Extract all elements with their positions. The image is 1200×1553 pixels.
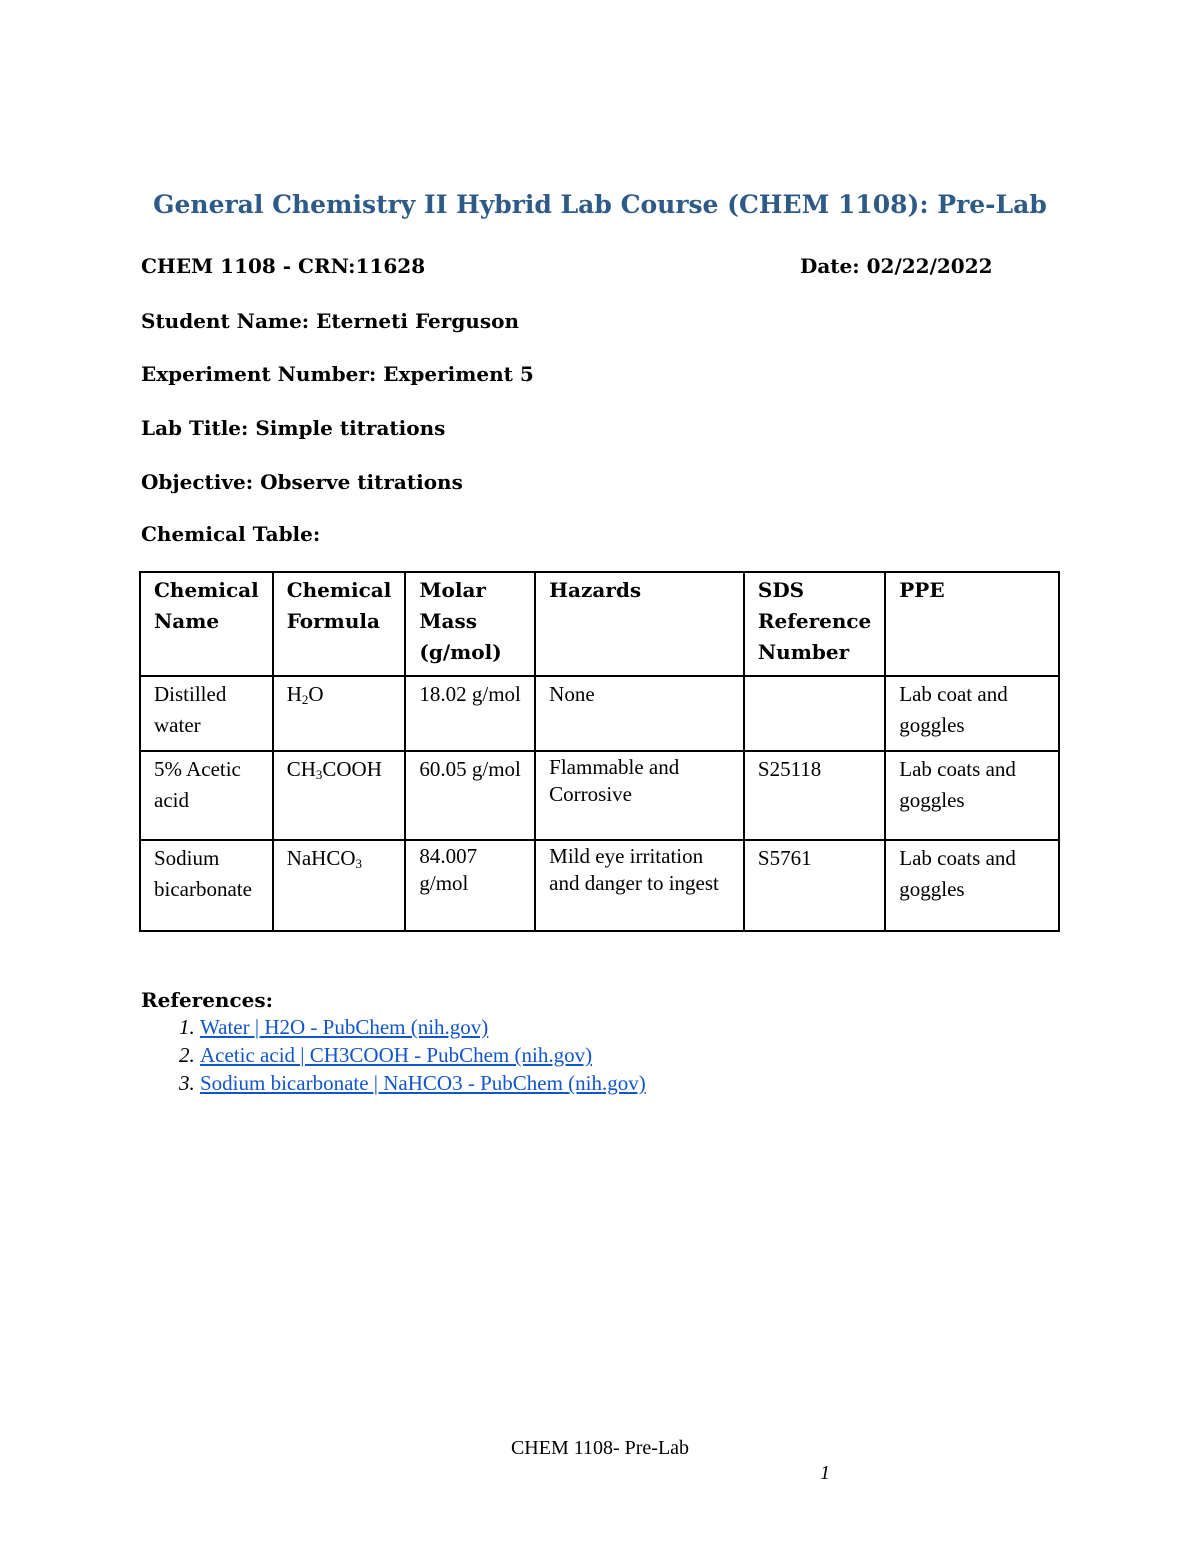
- course-line: CHEM 1108 - CRN:11628: [141, 254, 426, 278]
- cell-molar-mass: 60.05 g/mol: [405, 751, 535, 840]
- objective: Objective: Observe titrations: [141, 470, 463, 494]
- cell-formula: NaHCO$_3$: [273, 840, 406, 931]
- table-row: [140, 840, 1059, 931]
- cell-sds: S5761: [744, 840, 885, 931]
- cell-name: Sodium bicarbonate: [140, 840, 273, 931]
- chemical-table: [139, 571, 1060, 932]
- student-name: Student Name: Eterneti Ferguson: [141, 309, 519, 333]
- cell-ppe: Lab coats and goggles: [885, 840, 1059, 931]
- table-row: [140, 676, 1059, 751]
- reference-link-water[interactable]: Water | H2O - PubChem (nih.gov): [200, 1015, 489, 1039]
- header-sds-reference: SDS Reference Number: [744, 572, 885, 676]
- cell-molar-mass: 84.007 g/mol: [405, 840, 535, 931]
- cell-name: 5% Acetic acid: [140, 751, 273, 840]
- references-list: [160, 1013, 646, 1097]
- reference-link-sodium-bicarbonate[interactable]: Sodium bicarbonate | NaHCO3 - PubChem (nih.gov): [200, 1071, 646, 1095]
- table-header-row: [140, 572, 1059, 676]
- chemical-table-label: Chemical Table:: [141, 522, 321, 546]
- page-number: 1: [820, 1462, 830, 1484]
- experiment-number: Experiment Number: Experiment 5: [141, 362, 534, 386]
- list-item: [200, 1069, 646, 1097]
- lab-title: Lab Title: Simple titrations: [141, 416, 446, 440]
- page-title: General Chemistry II Hybrid Lab Course (CHEM 1108): Pre-Lab: [153, 190, 1047, 219]
- cell-ppe: Lab coat and goggles: [885, 676, 1059, 751]
- cell-ppe: Lab coats and goggles: [885, 751, 1059, 840]
- cell-formula: $CH_3COOH$: [273, 751, 406, 840]
- header-molar-mass: Molar Mass (g/mol): [405, 572, 535, 676]
- date-line: Date: 02/22/2022: [800, 254, 993, 278]
- table-row: [140, 751, 1059, 840]
- cell-name: Distilled water: [140, 676, 273, 751]
- cell-sds: [744, 676, 885, 751]
- cell-sds: S25118: [744, 751, 885, 840]
- reference-link-acetic-acid[interactable]: Acetic acid | CH3COOH - PubChem (nih.gov): [200, 1043, 593, 1067]
- header-chemical-name: Chemical Name: [140, 572, 273, 676]
- references-heading: References:: [141, 988, 274, 1012]
- page-footer: CHEM 1108- Pre-Lab: [510, 1437, 690, 1459]
- list-item: [200, 1013, 646, 1041]
- list-item: [200, 1041, 646, 1069]
- header-ppe: PPE: [885, 572, 1059, 676]
- cell-hazards: Mild eye irritation and danger to ingest: [535, 840, 744, 931]
- header-chemical-formula: Chemical Formula: [273, 572, 406, 676]
- cell-molar-mass: 18.02 g/mol: [405, 676, 535, 751]
- cell-hazards: Flammable and Corrosive: [535, 751, 744, 840]
- cell-formula: $H_2O$: [273, 676, 406, 751]
- cell-hazards: None: [535, 676, 744, 751]
- header-hazards: Hazards: [535, 572, 744, 676]
